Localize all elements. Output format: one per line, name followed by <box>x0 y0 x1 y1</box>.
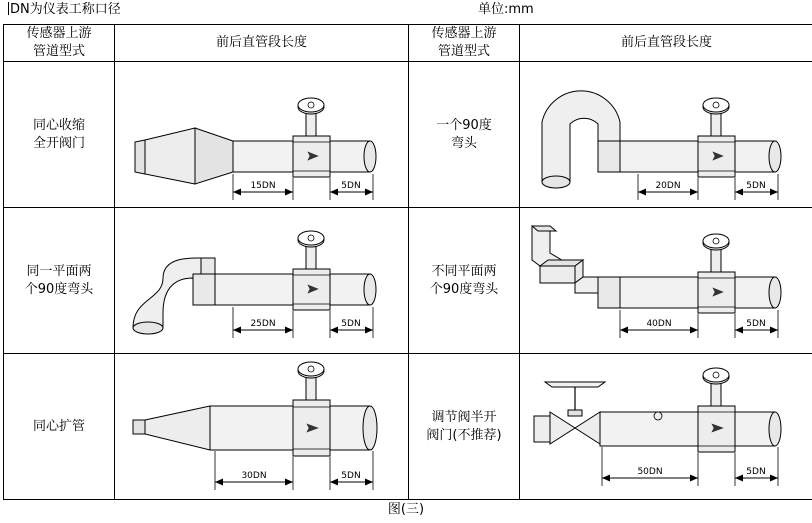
figure-caption: 图(三) <box>387 502 425 517</box>
unit-note: 单位:mm <box>478 2 534 17</box>
row3-right-figure <box>520 354 812 500</box>
row1-left-label-line2: 全开阀门 <box>32 135 85 151</box>
note-tick <box>8 2 9 15</box>
figure-two-90-elbows-same-plane <box>115 208 408 353</box>
row2-right-down-dim: 5DN <box>746 319 766 329</box>
row2-left-label-line2: 个90度弯头 <box>24 281 94 297</box>
row1-left-up-dim: 15DN <box>250 181 276 191</box>
row2-left-figure <box>115 208 409 354</box>
row1-right-label <box>409 62 520 208</box>
row3-right-up-dim: 50DN <box>637 467 663 477</box>
row2-right-label-line2: 个90度弯头 <box>429 281 499 297</box>
row1-right-label-line1: 一个90度 <box>436 117 492 133</box>
dn-note-text: DN为仪表工称口径 <box>10 2 121 17</box>
row1-left-label-line1: 同心收缩 <box>32 117 85 133</box>
table-row <box>4 354 812 500</box>
figure-single-90-elbow <box>520 62 812 207</box>
row1-right-figure <box>520 62 812 208</box>
row2-right-label-line1: 不同平面两 <box>431 263 497 279</box>
header-left-type-line2: 管道型式 <box>32 44 85 59</box>
figure-concentric-expander <box>115 354 408 499</box>
figure-two-90-elbows-different-plane <box>520 208 812 353</box>
row1-left-label <box>4 62 115 208</box>
header-right-length: 前后直管段长度 <box>520 25 812 62</box>
row3-right-label-line1: 调节阀半开 <box>431 409 497 425</box>
row3-right-label <box>409 354 520 500</box>
header-right-type-line1: 传感器上游 <box>431 26 497 41</box>
row2-left-down-dim: 5DN <box>341 319 361 329</box>
row2-right-label <box>409 208 520 354</box>
row2-left-label <box>4 208 115 354</box>
table-row <box>4 208 812 354</box>
row3-left-figure <box>115 354 409 500</box>
row1-left-down-dim: 5DN <box>341 181 361 191</box>
header-left-type <box>4 25 115 62</box>
row1-right-down-dim: 5DN <box>746 181 766 191</box>
row3-left-label <box>4 354 115 500</box>
row1-right-label-line2: 弯头 <box>450 135 477 151</box>
installation-requirements-table <box>3 24 812 500</box>
header-left-type-line1: 传感器上游 <box>26 26 92 41</box>
row3-right-down-dim: 5DN <box>746 467 766 477</box>
figure-concentric-reducer <box>115 62 408 207</box>
table-row <box>4 62 812 208</box>
header-right-type-line2: 管道型式 <box>437 44 490 59</box>
dn-note <box>8 2 121 18</box>
row2-right-figure <box>520 208 812 354</box>
row1-right-up-dim: 20DN <box>655 181 681 191</box>
table-header-row <box>4 25 812 62</box>
row1-left-figure <box>115 62 409 208</box>
row2-left-up-dim: 25DN <box>250 319 276 329</box>
figure-half-open-control-valve <box>520 354 812 499</box>
header-right-type <box>409 25 520 62</box>
row2-left-label-line1: 同一平面两 <box>26 263 92 279</box>
row3-left-down-dim: 5DN <box>341 471 361 481</box>
row3-left-up-dim: 30DN <box>241 471 267 481</box>
header-left-length: 前后直管段长度 <box>115 25 409 62</box>
row3-right-label-line2: 阀门(不推荐) <box>426 427 502 443</box>
row2-right-up-dim: 40DN <box>646 319 672 329</box>
row3-left-label-line1: 同心扩管 <box>32 418 85 434</box>
